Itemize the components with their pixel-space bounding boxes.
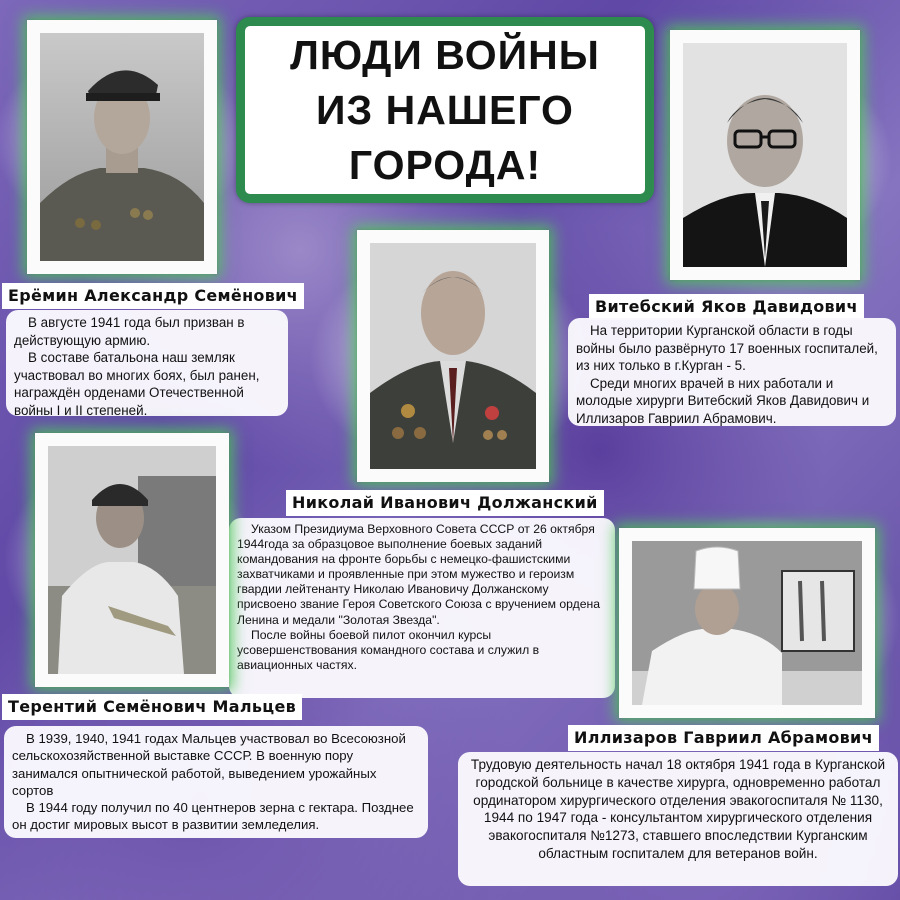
eremin-text [6, 310, 288, 416]
illizarov-text [458, 752, 898, 886]
title-line-1: ЛЮДИ ВОЙНЫ [290, 31, 600, 78]
title-plaque [236, 17, 654, 203]
maltsev-photo [48, 446, 216, 674]
maltsev-text [4, 726, 428, 838]
illizarov-text-p1: Трудовую деятельность начал 18 октября 1941 года в Курганской городской больнице в качестве хирурга, одновременно работал ординатором хирургического отделения эвакогоспиталя № 1130, 1944 по 1947 года - консультантом хирургического отделения эвакогоспиталя №1273, ставшего впоследствии Курганским областным госпиталем для ветеранов войн. [470, 757, 886, 861]
maltsev-photo-frame [35, 433, 229, 687]
illizarov-photo-frame [619, 528, 875, 718]
dolzhansky-text-p1: Указом Президиума Верховного Совета СССР от 26 октября 1944года за образцовое выполнение боевых заданий командования на фронте борьбы с немецко-фашистскими захватчиками и проявленные при этом мужество и героизм гвардии лейтенанту Николаю Ивановичу Должанскому присвоено звание Героя Советского Союза с вручением ордена Ленина и медали "Золотая Звезда". [237, 522, 601, 627]
vitebsky-text-p1: На территории Курганской области в годы войны было развёрнуто 17 военных госпиталей, из них только в г.Курган - 5. [576, 323, 878, 373]
dolzhansky-name: Николай Иванович Должанский [286, 490, 604, 516]
illizarov-photo [632, 541, 862, 705]
vitebsky-name: Витебский Яков Давидович [589, 294, 864, 320]
eremin-text-p2: В составе батальона наш земляк участвовал во многих боях, был ранен, награждён орденами Отечественной войны I и II степеней. [14, 350, 260, 418]
maltsev-text-p2: В 1944 году получил по 40 центнеров зерна с гектара. Позднее он достиг мировых высот в развитии земледелия. [12, 800, 414, 833]
eremin-name: Ерёмин Александр Семёнович [2, 283, 304, 309]
dolzhansky-photo [370, 243, 536, 469]
eremin-photo [40, 33, 204, 261]
title-line-3: ГОРОДА! [348, 141, 542, 188]
vitebsky-photo-frame [670, 30, 860, 280]
maltsev-name: Терентий Семёнович Мальцев [2, 694, 302, 720]
dolzhansky-photo-frame [357, 230, 549, 482]
vitebsky-text [568, 318, 896, 426]
eremin-photo-frame [27, 20, 217, 274]
eremin-text-p1: В августе 1941 года был призван в действующую армию. [14, 315, 245, 348]
dolzhansky-text [229, 518, 615, 698]
title-line-2: ИЗ НАШЕГО [316, 86, 574, 133]
dolzhansky-text-p2: После войны боевой пилот окончил курсы усовершенствования командного состава и служил в авиационных частях. [237, 627, 540, 672]
maltsev-text-p1: В 1939, 1940, 1941 годах Мальцев участвовал во Всесоюзной сельскохозяйственной выставке СССР. В военную пору занимался опытнической работой, выведением урожайных сортов [12, 731, 406, 798]
vitebsky-text-p2: Среди многих врачей в них работали и молодые хирурги Витебский Яков Давидович и Иллизаров Гавриил Абрамович. [576, 375, 870, 426]
illizarov-name: Иллизаров Гавриил Абрамович [568, 725, 879, 751]
vitebsky-photo [683, 43, 847, 267]
